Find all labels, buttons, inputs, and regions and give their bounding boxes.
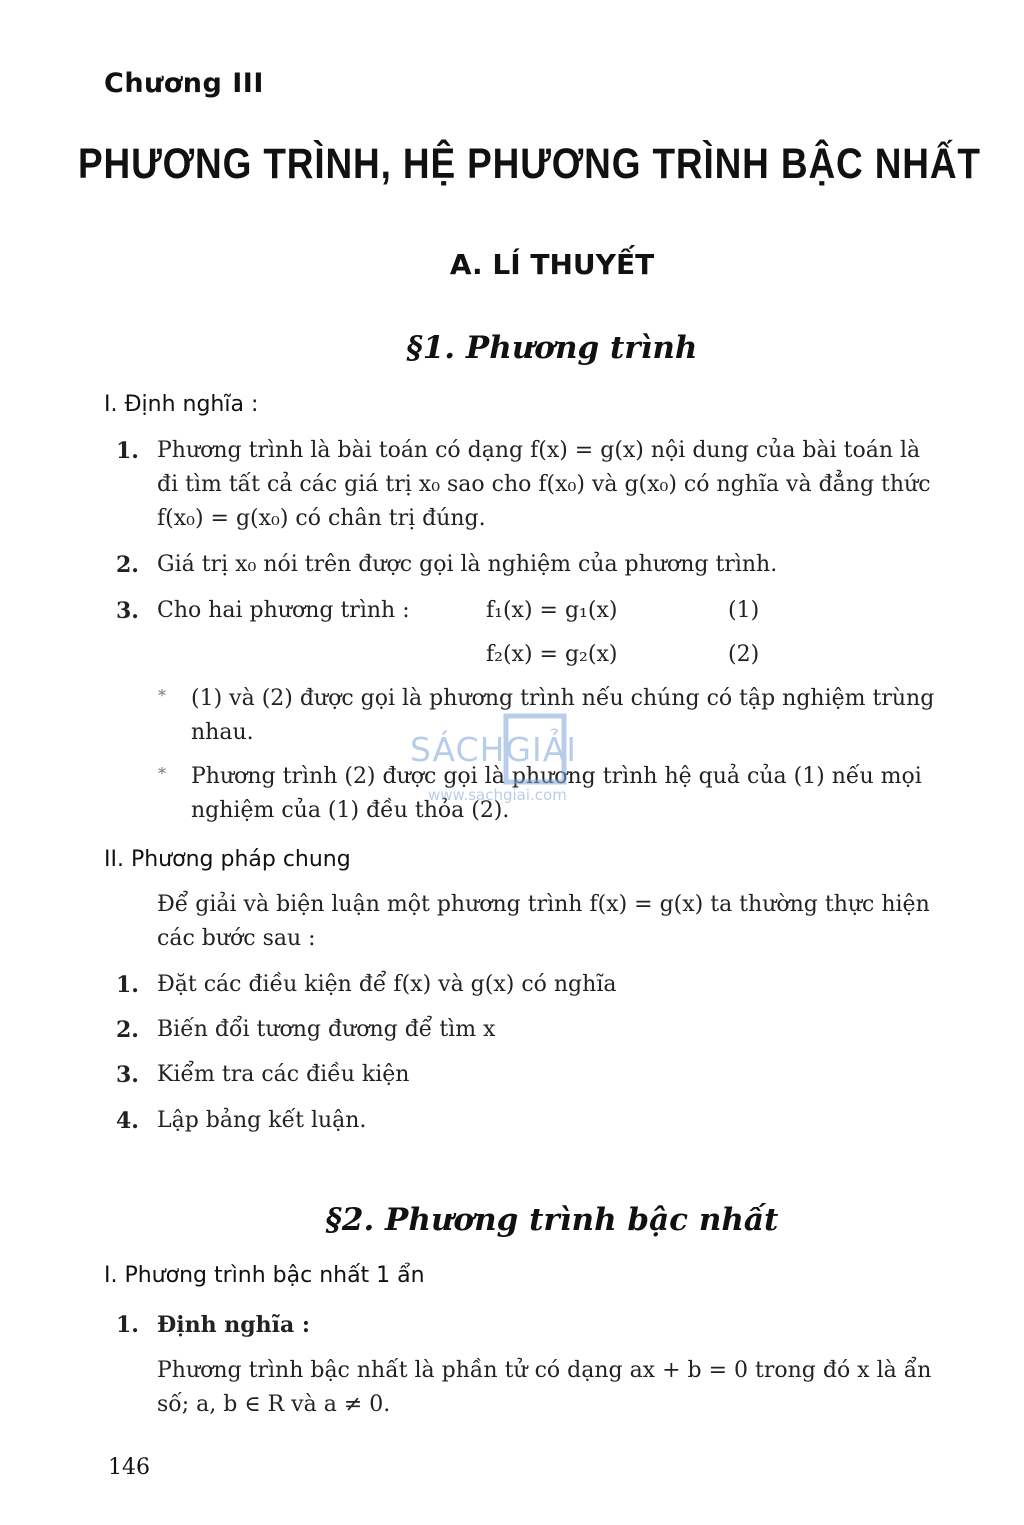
section-2-title: §2. Phương trình bậc nhất <box>325 1202 779 1238</box>
bullet-1-line-2: nhau. <box>191 720 254 745</box>
step-2-number: 2. <box>116 1017 139 1043</box>
definition-line-2: số; a, b ∈ R và a ≠ 0. <box>157 1392 391 1417</box>
item-1-line-1: Phương trình là bài toán có dạng f(x) = g(x) nội dung của bài toán là <box>157 438 921 463</box>
step-3-number: 3. <box>116 1062 139 1088</box>
item-2-text: Giá trị x₀ nói trên được gọi là nghiệm của phương trình. <box>157 552 778 577</box>
bullet-star-2: * <box>158 764 166 783</box>
step-1-number: 1. <box>116 972 139 998</box>
item-3-number: 3. <box>116 598 139 624</box>
step-4-text: Lập bảng kết luận. <box>157 1108 367 1133</box>
equation-2: f₂(x) = g₂(x) <box>486 642 618 667</box>
bullet-2-line-2: nghiệm của (1) đều thỏa (2). <box>191 798 510 823</box>
method-intro-line-1: Để giải và biện luận một phương trình f(x) = g(x) ta thường thực hiện <box>157 892 930 917</box>
bullet-1-line-1: (1) và (2) được gọi là phương trình nếu chúng có tập nghiệm trùng <box>191 686 935 711</box>
item-1-line-3: f(x₀) = g(x₀) có chân trị đúng. <box>157 506 486 531</box>
item-1-number: 1. <box>116 438 139 464</box>
definition-line-1: Phương trình bậc nhất là phần tử có dạng ax + b = 0 trong đó x là ẩn <box>157 1358 932 1383</box>
watermark-brand: SÁCHGIẢI <box>410 730 578 769</box>
section-1-heading-definition: I. Định nghĩa : <box>104 392 259 417</box>
step-1-text: Đặt các điều kiện để f(x) và g(x) có nghĩa <box>157 972 617 997</box>
section-2-heading-linear: I. Phương trình bậc nhất 1 ẩn <box>104 1263 425 1288</box>
step-2-text: Biến đổi tương đương để tìm x <box>157 1017 496 1042</box>
equation-2-tag: (2) <box>728 642 760 667</box>
bullet-star-1: * <box>158 686 166 705</box>
item-1-line-2: đi tìm tất cả các giá trị x₀ sao cho f(x₀) và g(x₀) có nghĩa và đẳng thức <box>157 472 931 497</box>
item-2-number: 2. <box>116 552 139 578</box>
step-3-text: Kiểm tra các điều kiện <box>157 1062 410 1087</box>
sachgiai-watermark <box>410 712 615 812</box>
chapter-title: PHƯƠNG TRÌNH, HỆ PHƯƠNG TRÌNH BẬC NHẤT <box>77 140 981 188</box>
definition-label: Định nghĩa : <box>157 1312 311 1338</box>
chapter-label: Chương III <box>104 68 264 99</box>
page-number: 146 <box>108 1455 150 1480</box>
section-1-title: §1. Phương trình <box>406 330 698 366</box>
definition-number: 1. <box>116 1312 139 1338</box>
watermark-url: www.sachgiai.com <box>428 786 567 804</box>
part-title: A. LÍ THUYẾT <box>449 248 655 281</box>
equation-1-tag: (1) <box>728 598 760 623</box>
bullet-2-line-1: Phương trình (2) được gọi là phương trình hệ quả của (1) nếu mọi <box>191 764 922 789</box>
section-1-heading-method: II. Phương pháp chung <box>104 847 351 872</box>
item-3-text: Cho hai phương trình : <box>157 598 410 623</box>
step-4-number: 4. <box>116 1108 139 1134</box>
method-intro-line-2: các bước sau : <box>157 926 316 951</box>
equation-1: f₁(x) = g₁(x) <box>486 598 618 623</box>
